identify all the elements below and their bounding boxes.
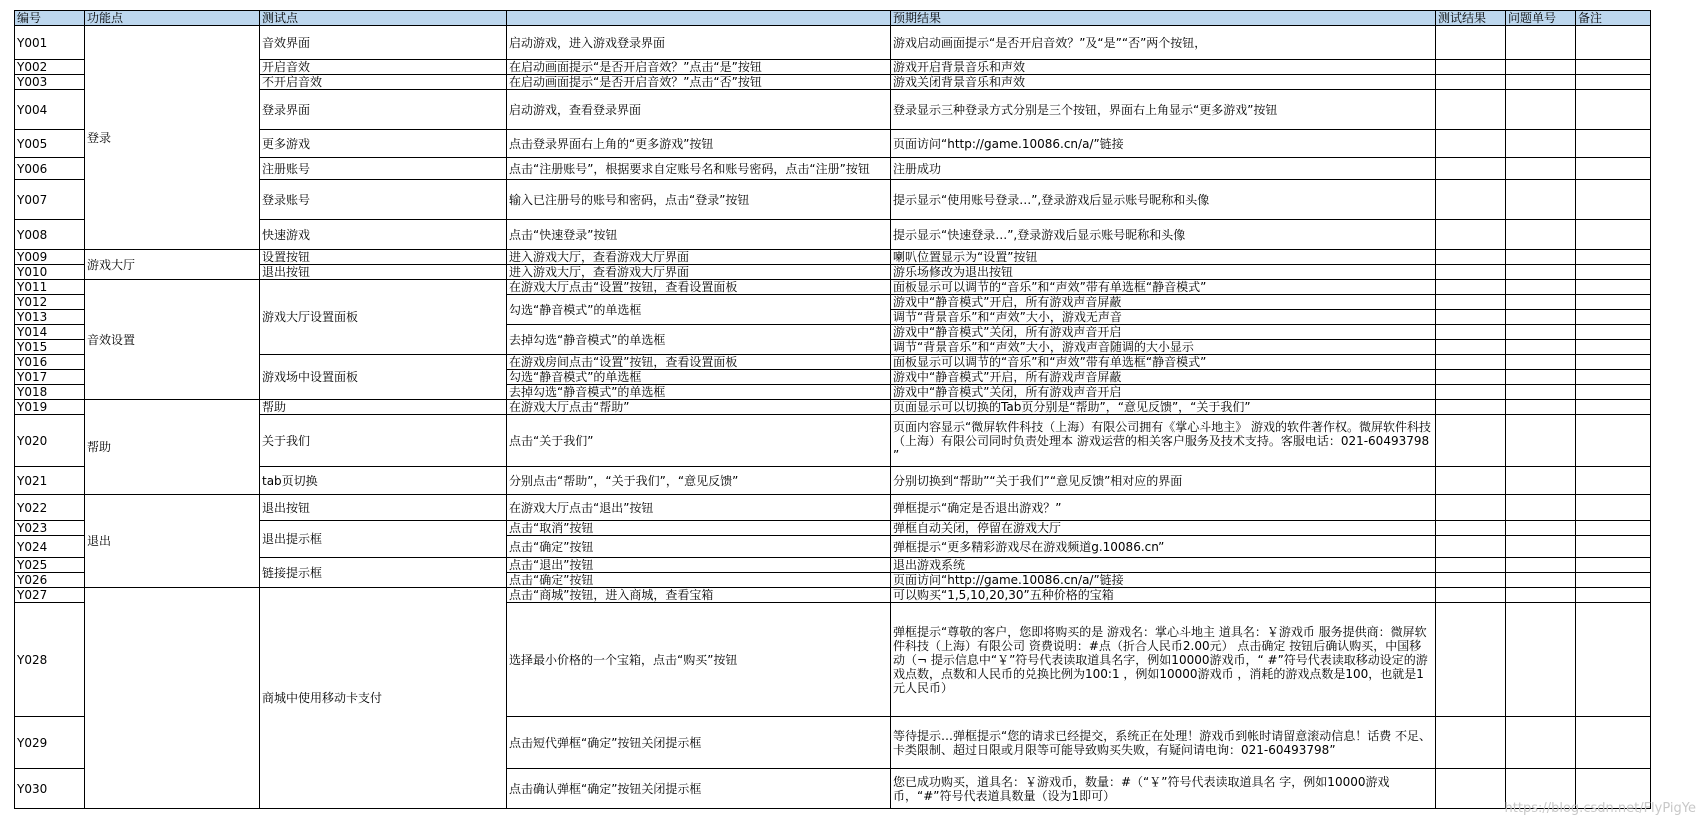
id-cell[interactable]: Y014 [15,325,85,340]
result-cell[interactable] [1436,588,1506,603]
issue-cell[interactable] [1506,340,1576,355]
table-row [15,415,1651,467]
expect-cell[interactable]: 页面访问“http://game.10086.cn/a/”链接 [891,573,1436,588]
note-cell[interactable] [1576,250,1651,265]
table-row [15,521,1651,536]
result-cell[interactable] [1436,717,1506,769]
point-cell[interactable]: 开启音效 [260,60,507,75]
note-cell[interactable] [1576,355,1651,370]
note-cell[interactable] [1576,220,1651,250]
point-cell[interactable]: 设置按钮 [260,250,507,265]
table-row [15,90,1651,130]
table-row [15,558,1651,573]
id-cell[interactable]: Y027 [15,588,85,603]
issue-cell[interactable] [1506,415,1576,467]
note-cell[interactable] [1576,521,1651,536]
result-cell[interactable] [1436,385,1506,400]
header-cell[interactable] [507,11,891,26]
point-cell[interactable]: 退出按钮 [260,495,507,521]
point-cell[interactable]: 游戏大厅设置面板 [260,280,507,355]
note-cell[interactable] [1576,415,1651,467]
step-cell[interactable]: 在游戏大厅点击“设置”按钮，查看设置面板 [507,280,891,295]
expect-cell[interactable]: 退出游戏系统 [891,558,1436,573]
note-cell[interactable] [1576,400,1651,415]
issue-cell[interactable] [1506,467,1576,495]
id-cell[interactable]: Y020 [15,415,85,467]
result-cell[interactable] [1436,158,1506,180]
step-cell[interactable]: 进入游戏大厅，查看游戏大厅界面 [507,250,891,265]
point-cell[interactable]: 不开启音效 [260,75,507,90]
note-cell[interactable] [1576,536,1651,558]
issue-cell[interactable] [1506,180,1576,220]
step-cell[interactable]: 勾选“静音模式”的单选框 [507,295,891,325]
table-row [15,60,1651,75]
note-cell[interactable] [1576,295,1651,310]
header-row [15,11,1651,26]
expect-cell[interactable]: 喇叭位置显示为“设置”按钮 [891,250,1436,265]
expect-cell[interactable]: 弹框自动关闭，停留在游戏大厅 [891,521,1436,536]
header-cell[interactable]: 编号 [15,11,85,26]
id-cell[interactable]: Y012 [15,295,85,310]
issue-cell[interactable] [1506,495,1576,521]
id-cell[interactable]: Y024 [15,536,85,558]
result-cell[interactable] [1436,280,1506,295]
step-cell[interactable]: 点击“确定”按钮 [507,536,891,558]
header-cell[interactable]: 预期结果 [891,11,1436,26]
note-cell[interactable] [1576,495,1651,521]
id-cell[interactable]: Y016 [15,355,85,370]
issue-cell[interactable] [1506,717,1576,769]
step-cell[interactable]: 去掉勾选“静音模式”的单选框 [507,325,891,355]
expect-cell[interactable]: 游戏启动画面提示“是否开启音效？”及“是”“否”两个按钮， [891,26,1436,60]
watermark: https://blog.csdn.net/FlyPigYe [1504,801,1696,816]
point-cell[interactable]: 登录账号 [260,180,507,220]
result-cell[interactable] [1436,769,1506,809]
expect-cell[interactable]: 提示显示“快速登录…”,登录游戏后显示账号昵称和头像 [891,220,1436,250]
expect-cell[interactable]: 调节“背景音乐”和“声效”大小，游戏无声音 [891,310,1436,325]
issue-cell[interactable] [1506,400,1576,415]
header-cell[interactable]: 测试点 [260,11,507,26]
id-cell[interactable]: Y025 [15,558,85,573]
group-cell[interactable]: 登录 [85,26,260,250]
step-cell[interactable]: 点击“退出”按钮 [507,558,891,573]
step-cell[interactable]: 点击“确定”按钮 [507,573,891,588]
expect-cell[interactable]: 调节“背景音乐”和“声效”大小，游戏声音随调的大小显示 [891,340,1436,355]
step-cell[interactable]: 勾选“静音模式”的单选框 [507,370,891,385]
result-cell[interactable] [1436,355,1506,370]
expect-cell[interactable]: 登录显示三种登录方式分别是三个按钮，界面右上角显示“更多游戏”按钮 [891,90,1436,130]
expect-cell[interactable]: 分别切换到“帮助”“关于我们”“意见反馈”相对应的界面 [891,467,1436,495]
expect-cell[interactable]: 注册成功 [891,158,1436,180]
note-cell[interactable] [1576,158,1651,180]
header-cell[interactable]: 问题单号 [1506,11,1576,26]
issue-cell[interactable] [1506,385,1576,400]
step-cell[interactable]: 点击登录界面右上角的“更多游戏”按钮 [507,130,891,158]
note-cell[interactable] [1576,573,1651,588]
result-cell[interactable] [1436,370,1506,385]
group-cell[interactable]: 退出 [85,495,260,588]
point-cell[interactable]: 帮助 [260,400,507,415]
table-row [15,26,1651,60]
point-cell[interactable]: 关于我们 [260,415,507,467]
step-cell[interactable]: 在启动画面提示“是否开启音效？”点击“否”按钮 [507,75,891,90]
result-cell[interactable] [1436,75,1506,90]
point-cell[interactable]: 游戏场中设置面板 [260,355,507,400]
step-cell[interactable]: 在游戏大厅点击“退出”按钮 [507,495,891,521]
step-cell[interactable]: 在游戏房间点击“设置”按钮，查看设置面板 [507,355,891,370]
table-row [15,280,1651,295]
header-cell[interactable]: 备注 [1576,11,1651,26]
result-cell[interactable] [1436,90,1506,130]
result-cell[interactable] [1436,180,1506,220]
step-cell[interactable]: 选择最小价格的一个宝箱，点击“购买”按钮 [507,603,891,717]
point-cell[interactable]: 音效界面 [260,26,507,60]
step-cell[interactable]: 在启动画面提示“是否开启音效？”点击“是”按钮 [507,60,891,75]
expect-cell[interactable]: 弹框提示“更多精彩游戏尽在游戏频道g.10086.cn” [891,536,1436,558]
issue-cell[interactable] [1506,355,1576,370]
test-case-sheet [14,10,1651,809]
id-cell[interactable]: Y019 [15,400,85,415]
expect-cell[interactable]: 页面显示可以切换的Tab页分别是“帮助”，“意见反馈”，“关于我们” [891,400,1436,415]
expect-cell[interactable]: 页面访问“http://game.10086.cn/a/”链接 [891,130,1436,158]
issue-cell[interactable] [1506,75,1576,90]
id-cell[interactable]: Y002 [15,60,85,75]
expect-cell[interactable]: 弹框提示“尊敬的客户，您即将购买的是 游戏名：掌心斗地主 道具名：￥游戏币 服务提供商：微屏软件科技（上海）有限公司 资费说明：#点（折合人民币2.00元） 点击确定 按钮后确认购买，中国移动（¬ 提示信息中“￥”符号代表读取道具名字，例如10000游戏币，“ #”符号代表读取移动设定的游戏点数，点数和人民币的兑换比例为100:1 ，例如10000游戏币 ，消耗的游戏点数是100，也就是1元人民币） [891,603,1436,717]
issue-cell[interactable] [1506,220,1576,250]
id-cell[interactable]: Y008 [15,220,85,250]
group-cell[interactable] [85,588,260,809]
result-cell[interactable] [1436,250,1506,265]
note-cell[interactable] [1576,26,1651,60]
note-cell[interactable] [1576,310,1651,325]
issue-cell[interactable] [1506,310,1576,325]
step-cell[interactable]: 启动游戏，进入游戏登录界面 [507,26,891,60]
group-cell[interactable]: 游戏大厅 [85,250,260,280]
note-cell[interactable] [1576,588,1651,603]
header-cell[interactable]: 功能点 [85,11,260,26]
note-cell[interactable] [1576,340,1651,355]
result-cell[interactable] [1436,325,1506,340]
table-row [15,588,1651,603]
table-row [15,75,1651,90]
table-row [15,220,1651,250]
expect-cell[interactable]: 弹框提示“确定是否退出游戏？” [891,495,1436,521]
issue-cell[interactable] [1506,521,1576,536]
id-cell[interactable]: Y013 [15,310,85,325]
id-cell[interactable]: Y028 [15,603,85,717]
step-cell[interactable]: 点击“快速登录”按钮 [507,220,891,250]
result-cell[interactable] [1436,295,1506,310]
step-cell[interactable]: 点击“取消”按钮 [507,521,891,536]
point-cell[interactable]: tab页切换 [260,467,507,495]
group-cell[interactable]: 帮助 [85,400,260,495]
id-cell[interactable]: Y026 [15,573,85,588]
result-cell[interactable] [1436,265,1506,280]
issue-cell[interactable] [1506,536,1576,558]
step-cell[interactable]: 在游戏大厅点击“帮助” [507,400,891,415]
id-cell[interactable]: Y018 [15,385,85,400]
expect-cell[interactable]: 游戏中“静音模式”开启，所有游戏声音屏蔽 [891,370,1436,385]
issue-cell[interactable] [1506,90,1576,130]
note-cell[interactable] [1576,558,1651,573]
result-cell[interactable] [1436,220,1506,250]
issue-cell[interactable] [1506,158,1576,180]
table-row [15,467,1651,495]
note-cell[interactable] [1576,265,1651,280]
point-cell[interactable]: 链接提示框 [260,558,507,588]
id-cell[interactable]: Y005 [15,130,85,158]
id-cell[interactable]: Y004 [15,90,85,130]
table-row [15,495,1651,521]
result-cell[interactable] [1436,26,1506,60]
result-cell[interactable] [1436,536,1506,558]
issue-cell[interactable] [1506,588,1576,603]
step-cell[interactable]: 点击“注册账号”，根据要求自定账号名和账号密码，点击“注册”按钮 [507,158,891,180]
issue-cell[interactable] [1506,60,1576,75]
id-cell[interactable]: Y022 [15,495,85,521]
step-cell[interactable]: 去掉勾选“静音模式”的单选框 [507,385,891,400]
expect-cell[interactable]: 面板显示可以调节的“音乐”和“声效”带有单选框“静音模式” [891,355,1436,370]
result-cell[interactable] [1436,415,1506,467]
id-cell[interactable]: Y011 [15,280,85,295]
issue-cell[interactable] [1506,265,1576,280]
result-cell[interactable] [1436,400,1506,415]
point-cell[interactable]: 退出提示框 [260,521,507,558]
expect-cell[interactable]: 等待提示…弹框提示“您的请求已经提交，系统正在处理！游戏币到帐时请留意滚动信息！话费 不足、卡类限制、超过日限或月限等可能导致购买失败，有疑问请电询：021-60493798” [891,717,1436,769]
issue-cell[interactable] [1506,295,1576,310]
expect-cell[interactable]: 游戏中“静音模式”关闭，所有游戏声音开启 [891,325,1436,340]
group-cell[interactable]: 音效设置 [85,280,260,400]
expect-cell[interactable]: 页面内容显示“微屏软件科技（上海）有限公司拥有《掌心斗地主》 游戏的软件著作权。微屏软件科技（上海）有限公司同时负责处理本 游戏运营的相关客户服务及技术支持。客服电话：021-60493798 ” [891,415,1436,467]
result-cell[interactable] [1436,495,1506,521]
id-cell[interactable]: Y007 [15,180,85,220]
expect-cell[interactable]: 提示显示“使用账号登录…”,登录游戏后显示账号昵称和头像 [891,180,1436,220]
step-cell[interactable]: 点击确认弹框“确定”按钮关闭提示框 [507,769,891,809]
note-cell[interactable] [1576,60,1651,75]
point-cell[interactable]: 登录界面 [260,90,507,130]
step-cell[interactable]: 输入已注册号的账号和密码，点击“登录”按钮 [507,180,891,220]
expect-cell[interactable]: 游戏关闭背景音乐和声效 [891,75,1436,90]
issue-cell[interactable] [1506,26,1576,60]
id-cell[interactable]: Y001 [15,26,85,60]
point-cell[interactable]: 注册账号 [260,158,507,180]
step-cell[interactable]: 启动游戏，查看登录界面 [507,90,891,130]
table-row [15,180,1651,220]
expect-cell[interactable]: 游戏中“静音模式”开启，所有游戏声音屏蔽 [891,295,1436,310]
note-cell[interactable] [1576,90,1651,130]
issue-cell[interactable] [1506,130,1576,158]
expect-cell[interactable]: 您已成功购买，道具名：￥游戏币，数量：#（“￥”符号代表读取道具名 字，例如10000游戏币，“#”符号代表道具数量（设为1即可） [891,769,1436,809]
step-cell[interactable]: 点击短代弹框“确定”按钮关闭提示框 [507,717,891,769]
point-cell[interactable]: 更多游戏 [260,130,507,158]
table-row [15,265,1651,280]
expect-cell[interactable]: 面板显示可以调节的“音乐”和“声效”带有单选框“静音模式” [891,280,1436,295]
note-cell[interactable] [1576,385,1651,400]
result-cell[interactable] [1436,603,1506,717]
result-cell[interactable] [1436,467,1506,495]
result-cell[interactable] [1436,310,1506,325]
issue-cell[interactable] [1506,370,1576,385]
id-cell[interactable]: Y006 [15,158,85,180]
table-row [15,400,1651,415]
note-cell[interactable] [1576,280,1651,295]
id-cell[interactable]: Y030 [15,769,85,809]
note-cell[interactable] [1576,370,1651,385]
table-row [15,355,1651,370]
point-cell[interactable]: 退出按钮 [260,265,507,280]
id-cell[interactable]: Y021 [15,467,85,495]
id-cell[interactable]: Y010 [15,265,85,280]
header-cell[interactable]: 测试结果 [1436,11,1506,26]
step-cell[interactable]: 点击“商城”按钮，进入商城，查看宝箱 [507,588,891,603]
table-row [15,130,1651,158]
id-cell[interactable]: Y015 [15,340,85,355]
issue-cell[interactable] [1506,558,1576,573]
note-cell[interactable] [1576,717,1651,769]
id-cell[interactable]: Y029 [15,717,85,769]
id-cell[interactable]: Y009 [15,250,85,265]
step-cell[interactable]: 进入游戏大厅，查看游戏大厅界面 [507,265,891,280]
note-cell[interactable] [1576,603,1651,717]
step-cell[interactable]: 点击“关于我们” [507,415,891,467]
result-cell[interactable] [1436,521,1506,536]
point-cell[interactable]: 商城中使用移动卡支付 [260,588,507,809]
id-cell[interactable]: Y017 [15,370,85,385]
point-cell[interactable]: 快速游戏 [260,220,507,250]
expect-cell[interactable]: 游戏开启背景音乐和声效 [891,60,1436,75]
result-cell[interactable] [1436,60,1506,75]
issue-cell[interactable] [1506,325,1576,340]
result-cell[interactable] [1436,573,1506,588]
issue-cell[interactable] [1506,280,1576,295]
expect-cell[interactable]: 可以购买“1,5,10,20,30”五种价格的宝箱 [891,588,1436,603]
note-cell[interactable] [1576,325,1651,340]
issue-cell[interactable] [1506,250,1576,265]
expect-cell[interactable]: 游乐场修改为退出按钮 [891,265,1436,280]
id-cell[interactable]: Y003 [15,75,85,90]
note-cell[interactable] [1576,75,1651,90]
note-cell[interactable] [1576,467,1651,495]
result-cell[interactable] [1436,130,1506,158]
table-row [15,250,1651,265]
note-cell[interactable] [1576,130,1651,158]
result-cell[interactable] [1436,558,1506,573]
expect-cell[interactable]: 游戏中“静音模式”关闭，所有游戏声音开启 [891,385,1436,400]
step-cell[interactable]: 分别点击“帮助”，“关于我们”，“意见反馈” [507,467,891,495]
note-cell[interactable] [1576,180,1651,220]
issue-cell[interactable] [1506,573,1576,588]
issue-cell[interactable] [1506,603,1576,717]
table-row [15,158,1651,180]
id-cell[interactable]: Y023 [15,521,85,536]
result-cell[interactable] [1436,340,1506,355]
